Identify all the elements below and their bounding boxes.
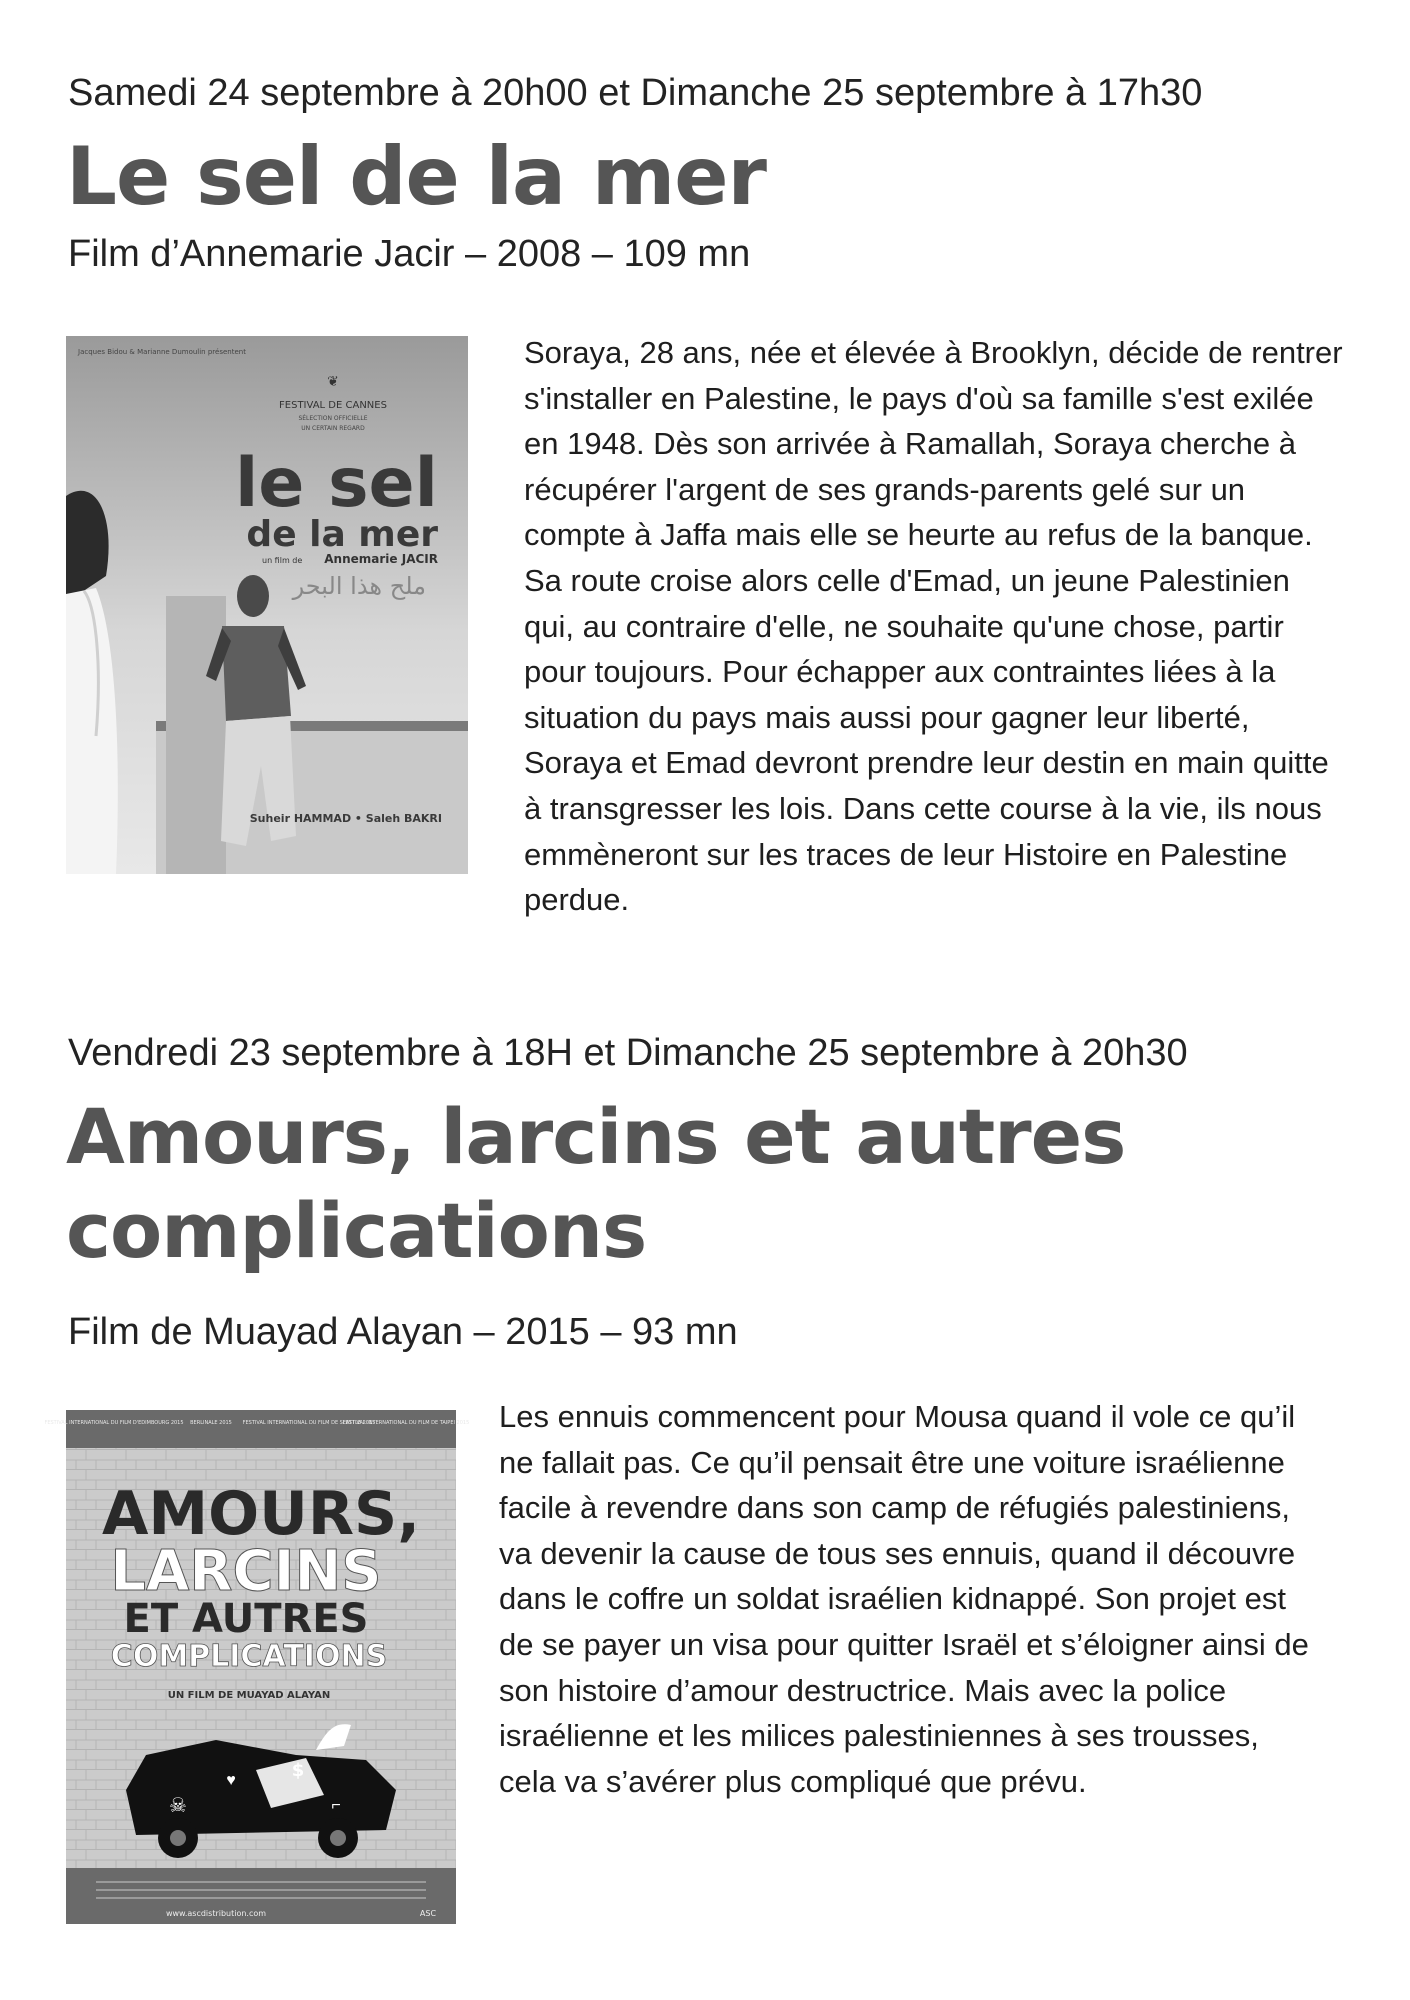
film1-title: Le sel de la mer bbox=[66, 130, 766, 223]
skull-icon: ☠ bbox=[169, 1795, 187, 1817]
film1-screening-dates: Samedi 24 septembre à 20h00 et Dimanche 25 septembre à 17h30 bbox=[68, 72, 1203, 114]
film2-poster-title-line1: AMOURS, bbox=[101, 1479, 421, 1549]
film2-screening-dates: Vendredi 23 septembre à 18H et Dimanche 25 septembre à 20h30 bbox=[68, 1032, 1188, 1074]
film2-poster-director: UN FILM DE MUAYAD ALAYAN bbox=[167, 1690, 331, 1701]
film1-description: Soraya, 28 ans, née et élevée à Brooklyn, décide de rentrer s'installer en Palestine, le pays d'où sa famille s'est exilée en 1948. Dès son arrivée à Ramallah, Soraya cherche à récupérer l'argent de ses grands-parents gelé sur un compte à Jaffa mais elle se heurte au refus de la banque. Sa route croise alors celle d'Emad, un jeune Palestinien qui, au contraire d'elle, ne souhaite qu'une chose, partir pour toujours. Pour échapper aux contraintes liées à la situation du pays mais aussi pour gagner leur liberté, Soraya et Emad devront prendre leur destin en main quitte à transgresser les lois. Dans cette course à la vie, ils nous emmèneront sur les traces de leur Histoire en Palestine perdue. bbox=[524, 335, 1343, 918]
film2-poster-laurel-3: FESTIVAL INTERNATIONAL DU FILM DE SEATTLE 2015 bbox=[242, 1420, 376, 1426]
film2-poster-laurel-4: FESTIVAL INTERNATIONAL DU FILM DE TAIPEI 2015 bbox=[342, 1420, 470, 1426]
dollar-icon: $ bbox=[291, 1760, 305, 1781]
film1-poster bbox=[66, 336, 468, 874]
film2-poster-laurel-1: FESTIVAL INTERNATIONAL DU FILM D'EDIMBOURG 2015 bbox=[44, 1420, 184, 1426]
gun-icon: ⌐ bbox=[331, 1797, 341, 1814]
film2-description: Les ennuis commencent pour Mousa quand il vole ce qu’il ne fallait pas. Ce qu’il pensait être une voiture israélienne facile à revendre dans son camp de réfugiés palestiniens, va devenir la cause de tous ses ennuis, quand il découvre dans le coffre un soldat israélien kidnappé. Son projet est de se payer un visa pour quitter Israël et s’éloigner ainsi de son histoire d’amour destructrice. Mais avec la police israélienne et les milices palestiniennes à ses trousses, cela va s’avérer plus compliqué que prévu. bbox=[499, 1399, 1309, 1799]
film1-poster-cast: Suheir HAMMAD • Saleh BAKRI bbox=[249, 812, 442, 825]
palm-logo-icon: ❦ bbox=[327, 374, 339, 390]
film2-credits: Film de Muayad Alayan – 2015 – 93 mn bbox=[68, 1311, 738, 1353]
heart-icon: ♥ bbox=[226, 1772, 236, 1789]
film2-poster-title-line4: COMPLICATIONS bbox=[110, 1639, 388, 1674]
film1-poster-title-line2: de la mer bbox=[246, 514, 438, 555]
film1-poster-producers: Jacques Bidou & Marianne Dumoulin présentent bbox=[78, 348, 246, 356]
film1-poster-title-line1: le sel bbox=[234, 444, 438, 523]
film2-poster-website: www.ascdistribution.com bbox=[165, 1909, 267, 1918]
film2-poster-title-line3: ET AUTRES bbox=[123, 1596, 369, 1642]
film2-poster-distributor: ASC bbox=[419, 1909, 437, 1918]
film1-poster-arabic-title: ملح هذا البحر bbox=[292, 572, 426, 600]
film2-poster-title-line2: LARCINS bbox=[110, 1539, 382, 1604]
film1-poster-selection: SÉLECTION OFFICIELLE bbox=[298, 415, 368, 422]
film2-title-line2: complications bbox=[66, 1186, 647, 1275]
film1-credits: Film d’Annemarie Jacir – 2008 – 109 mn bbox=[68, 233, 751, 275]
film1-poster-director: Annemarie JACIR bbox=[324, 552, 438, 566]
film2-poster-laurel-2: BERLINALE 2015 bbox=[190, 1420, 232, 1426]
film1-poster-festival: FESTIVAL DE CANNES bbox=[279, 400, 387, 411]
film1-poster-section: UN CERTAIN REGARD bbox=[301, 425, 365, 432]
film2-title-line1: Amours, larcins et autres bbox=[66, 1092, 1126, 1181]
film1-poster-director-prefix: un film de bbox=[262, 556, 303, 565]
film2-poster bbox=[44, 1410, 470, 1924]
